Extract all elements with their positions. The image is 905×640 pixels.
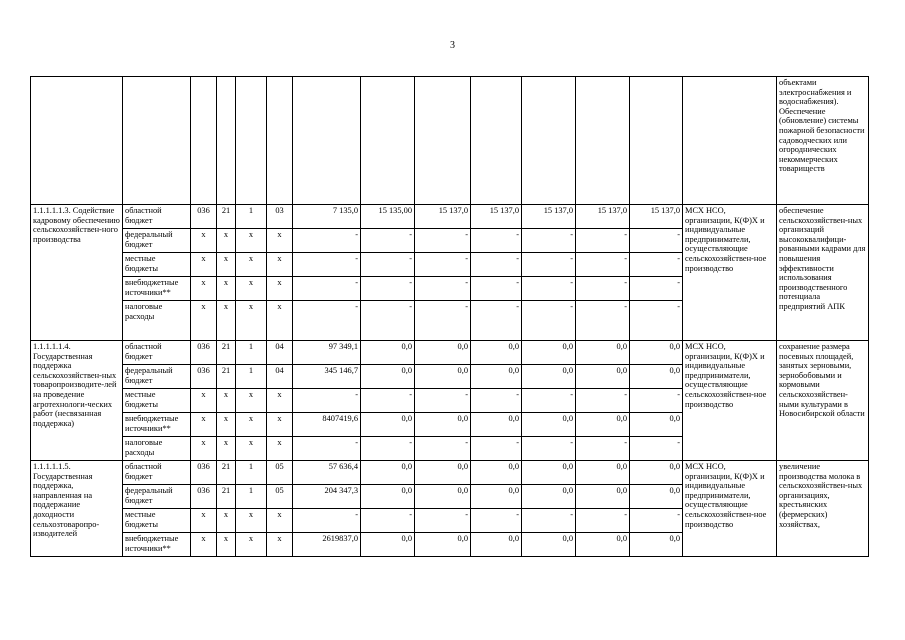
year-value-cell: 0,0 — [415, 533, 471, 557]
year-value-cell: - — [361, 229, 415, 253]
cell — [630, 77, 683, 205]
code-cell: х — [217, 229, 236, 253]
code-cell: 1 — [236, 365, 267, 389]
year-value-cell: 0,0 — [576, 461, 630, 485]
cell — [361, 77, 415, 205]
code-cell: х — [217, 301, 236, 341]
code-cell: х — [191, 533, 217, 557]
page-number: 3 — [450, 40, 455, 51]
funding-source-cell: местные бюджеты — [123, 509, 191, 533]
year-value-cell: - — [415, 301, 471, 341]
code-cell: х — [236, 301, 267, 341]
code-cell: 036 — [191, 485, 217, 509]
code-cell: 21 — [217, 365, 236, 389]
year-value-cell: 0,0 — [471, 365, 522, 389]
code-cell: х — [267, 253, 293, 277]
year-value-cell: 0,0 — [471, 461, 522, 485]
year-value-cell: 0,0 — [522, 461, 576, 485]
year-value-cell: - — [576, 277, 630, 301]
result-cell: обеспечение сельскохозяйствен-ных организаций высококвалифици-рованными кадрами для повышения эффективности использования производственного потенциала предприятий АПК — [777, 205, 869, 341]
code-cell: 03 — [267, 205, 293, 229]
year-value-cell: - — [576, 253, 630, 277]
year-value-cell: 0,0 — [522, 341, 576, 365]
year-value-cell: - — [361, 389, 415, 413]
amount-cell: - — [293, 253, 361, 277]
code-cell: х — [267, 277, 293, 301]
year-value-cell: 0,0 — [471, 341, 522, 365]
funding-source-cell: налоговые расходы — [123, 301, 191, 341]
year-value-cell: - — [415, 229, 471, 253]
code-cell: 036 — [191, 341, 217, 365]
year-value-cell: - — [522, 253, 576, 277]
year-value-cell: 15 137,0 — [576, 205, 630, 229]
code-cell: 1 — [236, 341, 267, 365]
year-value-cell: 0,0 — [471, 533, 522, 557]
year-value-cell: 0,0 — [361, 365, 415, 389]
year-value-cell: - — [630, 301, 683, 341]
activity-name-cell: 1.1.1.1.1.5. Государственная поддержка, направленная на поддержание доходности сельхозтоваропро-изводителей — [31, 461, 123, 557]
year-value-cell: - — [630, 437, 683, 461]
cell — [123, 77, 191, 205]
code-cell: 036 — [191, 205, 217, 229]
year-value-cell: - — [415, 509, 471, 533]
year-value-cell: - — [415, 389, 471, 413]
code-cell: 05 — [267, 461, 293, 485]
funding-source-cell: местные бюджеты — [123, 253, 191, 277]
executor-cell: МСХ НСО, организации, К(Ф)Х и индивидуальные предприниматели, осуществляющие сельскохозяйствен-ное производство — [683, 461, 777, 557]
year-value-cell: - — [630, 229, 683, 253]
code-cell: 1 — [236, 461, 267, 485]
code-cell: х — [236, 509, 267, 533]
code-cell: х — [236, 277, 267, 301]
funding-source-cell: федеральный бюджет — [123, 229, 191, 253]
cell — [31, 77, 123, 205]
code-cell: х — [217, 389, 236, 413]
year-value-cell: - — [630, 253, 683, 277]
activity-name-cell: 1.1.1.1.1.4. Государственная поддержка сельскохозяйствен-ных товаропроизводите-лей на проведение агротехнологи-ческих работ (несвязанная поддержка) — [31, 341, 123, 461]
amount-cell: 345 146,7 — [293, 365, 361, 389]
year-value-cell: 0,0 — [415, 365, 471, 389]
funding-source-cell: налоговые расходы — [123, 437, 191, 461]
amount-cell: - — [293, 229, 361, 253]
year-value-cell: 0,0 — [415, 341, 471, 365]
code-cell: 04 — [267, 341, 293, 365]
year-value-cell: 0,0 — [361, 485, 415, 509]
year-value-cell: 0,0 — [522, 533, 576, 557]
year-value-cell: - — [576, 229, 630, 253]
cell — [576, 77, 630, 205]
executor-cell: МСХ НСО, организации, К(Ф)Х и индивидуальные предприниматели, осуществляющие сельскохозяйствен-ное производство — [683, 205, 777, 341]
year-value-cell: - — [361, 277, 415, 301]
amount-cell: 7 135,0 — [293, 205, 361, 229]
year-value-cell: - — [522, 389, 576, 413]
code-cell: 1 — [236, 205, 267, 229]
code-cell: х — [191, 389, 217, 413]
year-value-cell: 15 137,0 — [522, 205, 576, 229]
cell — [293, 77, 361, 205]
code-cell: 21 — [217, 205, 236, 229]
code-cell: х — [236, 229, 267, 253]
amount-cell: 97 349,1 — [293, 341, 361, 365]
year-value-cell: 0,0 — [630, 341, 683, 365]
funding-source-cell: областной бюджет — [123, 205, 191, 229]
amount-cell: 8407419,6 — [293, 413, 361, 437]
cell — [217, 77, 236, 205]
code-cell: 04 — [267, 365, 293, 389]
code-cell: х — [191, 301, 217, 341]
code-cell: 21 — [217, 461, 236, 485]
table-row — [31, 205, 869, 229]
cell — [267, 77, 293, 205]
code-cell: х — [236, 253, 267, 277]
amount-cell: 57 636,4 — [293, 461, 361, 485]
cell — [415, 77, 471, 205]
code-cell: х — [191, 229, 217, 253]
code-cell: х — [217, 509, 236, 533]
year-value-cell: - — [361, 509, 415, 533]
funding-source-cell: внебюджетные источники** — [123, 277, 191, 301]
year-value-cell: 15 137,0 — [415, 205, 471, 229]
year-value-cell: 0,0 — [471, 413, 522, 437]
cell — [522, 77, 576, 205]
year-value-cell: 0,0 — [522, 485, 576, 509]
year-value-cell: 0,0 — [630, 533, 683, 557]
year-value-cell: 0,0 — [576, 341, 630, 365]
year-value-cell: - — [361, 253, 415, 277]
code-cell: х — [236, 533, 267, 557]
code-cell: 21 — [217, 341, 236, 365]
year-value-cell: - — [630, 277, 683, 301]
year-value-cell: - — [471, 509, 522, 533]
year-value-cell: - — [576, 437, 630, 461]
year-value-cell: - — [471, 277, 522, 301]
year-value-cell: 0,0 — [630, 413, 683, 437]
year-value-cell: - — [576, 509, 630, 533]
year-value-cell: 0,0 — [415, 461, 471, 485]
funding-source-cell: внебюджетные источники** — [123, 413, 191, 437]
year-value-cell: 0,0 — [522, 413, 576, 437]
table-row — [31, 341, 869, 365]
result-cell: увеличение производства молока в сельскохозяйствен-ных организациях, крестьянских (фермерских) хозяйствах, — [777, 461, 869, 557]
code-cell: 036 — [191, 365, 217, 389]
year-value-cell: - — [471, 229, 522, 253]
funding-source-cell: внебюджетные источники** — [123, 533, 191, 557]
year-value-cell: - — [471, 253, 522, 277]
code-cell: х — [267, 413, 293, 437]
funding-source-cell: областной бюджет — [123, 461, 191, 485]
code-cell: х — [267, 389, 293, 413]
code-cell: х — [191, 509, 217, 533]
year-value-cell: 0,0 — [471, 485, 522, 509]
code-cell: х — [236, 389, 267, 413]
amount-cell: - — [293, 509, 361, 533]
funding-source-cell: местные бюджеты — [123, 389, 191, 413]
year-value-cell: - — [361, 437, 415, 461]
amount-cell: 2619837,0 — [293, 533, 361, 557]
year-value-cell: - — [471, 389, 522, 413]
result-cell: объектами электроснабжения и водоснабжения). Обеспечение (обновление) системы пожарной безопасности садоводческих или огороднических некоммерческих товариществ — [777, 77, 869, 205]
code-cell: х — [267, 533, 293, 557]
cell — [683, 77, 777, 205]
code-cell: 21 — [217, 485, 236, 509]
funding-source-cell: областной бюджет — [123, 341, 191, 365]
year-value-cell: 15 137,0 — [471, 205, 522, 229]
year-value-cell: - — [522, 277, 576, 301]
year-value-cell: - — [522, 509, 576, 533]
code-cell: х — [267, 301, 293, 341]
cell — [191, 77, 217, 205]
code-cell: х — [217, 533, 236, 557]
amount-cell: 204 347,3 — [293, 485, 361, 509]
year-value-cell: 0,0 — [630, 461, 683, 485]
code-cell: х — [217, 277, 236, 301]
code-cell: х — [191, 253, 217, 277]
code-cell: 1 — [236, 485, 267, 509]
code-cell: х — [217, 413, 236, 437]
year-value-cell: - — [522, 229, 576, 253]
executor-cell: МСХ НСО, организации, К(Ф)Х и индивидуальные предприниматели, осуществляющие сельскохозяйствен-ное производство — [683, 341, 777, 461]
year-value-cell: 0,0 — [361, 461, 415, 485]
year-value-cell: 15 135,00 — [361, 205, 415, 229]
code-cell: х — [217, 437, 236, 461]
code-cell: 05 — [267, 485, 293, 509]
year-value-cell: - — [361, 301, 415, 341]
year-value-cell: - — [522, 301, 576, 341]
year-value-cell: - — [630, 389, 683, 413]
amount-cell: - — [293, 389, 361, 413]
cell — [236, 77, 267, 205]
code-cell: х — [191, 277, 217, 301]
year-value-cell: - — [576, 389, 630, 413]
year-value-cell: 0,0 — [630, 485, 683, 509]
year-value-cell: - — [415, 437, 471, 461]
code-cell: х — [217, 253, 236, 277]
year-value-cell: - — [471, 437, 522, 461]
year-value-cell: - — [630, 509, 683, 533]
code-cell: х — [191, 413, 217, 437]
year-value-cell: 0,0 — [361, 413, 415, 437]
code-cell: х — [267, 229, 293, 253]
code-cell: х — [236, 437, 267, 461]
year-value-cell: 15 137,0 — [630, 205, 683, 229]
year-value-cell: 0,0 — [361, 533, 415, 557]
year-value-cell: - — [471, 301, 522, 341]
funding-source-cell: федеральный бюджет — [123, 485, 191, 509]
code-cell: 036 — [191, 461, 217, 485]
code-cell: х — [267, 437, 293, 461]
continuation-row — [31, 77, 869, 205]
year-value-cell: - — [522, 437, 576, 461]
cell — [471, 77, 522, 205]
year-value-cell: 0,0 — [415, 413, 471, 437]
amount-cell: - — [293, 437, 361, 461]
amount-cell: - — [293, 277, 361, 301]
funding-source-cell: федеральный бюджет — [123, 365, 191, 389]
year-value-cell: 0,0 — [630, 365, 683, 389]
activity-name-cell: 1.1.1.1.1.3. Содействие кадровому обеспечению сельскохозяйствен-ного производства — [31, 205, 123, 341]
table-row — [31, 461, 869, 485]
year-value-cell: 0,0 — [576, 365, 630, 389]
year-value-cell: 0,0 — [361, 341, 415, 365]
amount-cell: - — [293, 301, 361, 341]
year-value-cell: 0,0 — [576, 413, 630, 437]
code-cell: х — [191, 437, 217, 461]
year-value-cell: - — [415, 253, 471, 277]
code-cell: х — [236, 413, 267, 437]
year-value-cell: 0,0 — [576, 485, 630, 509]
year-value-cell: - — [415, 277, 471, 301]
year-value-cell: 0,0 — [415, 485, 471, 509]
year-value-cell: - — [576, 301, 630, 341]
result-cell: сохранение размера посевных площадей, занятых зерновыми, зернобобовыми и кормовыми сельскохозяйствен-ными культурами в Новосибирской области — [777, 341, 869, 461]
code-cell: х — [267, 509, 293, 533]
year-value-cell: 0,0 — [522, 365, 576, 389]
year-value-cell: 0,0 — [576, 533, 630, 557]
program-table — [30, 76, 869, 557]
